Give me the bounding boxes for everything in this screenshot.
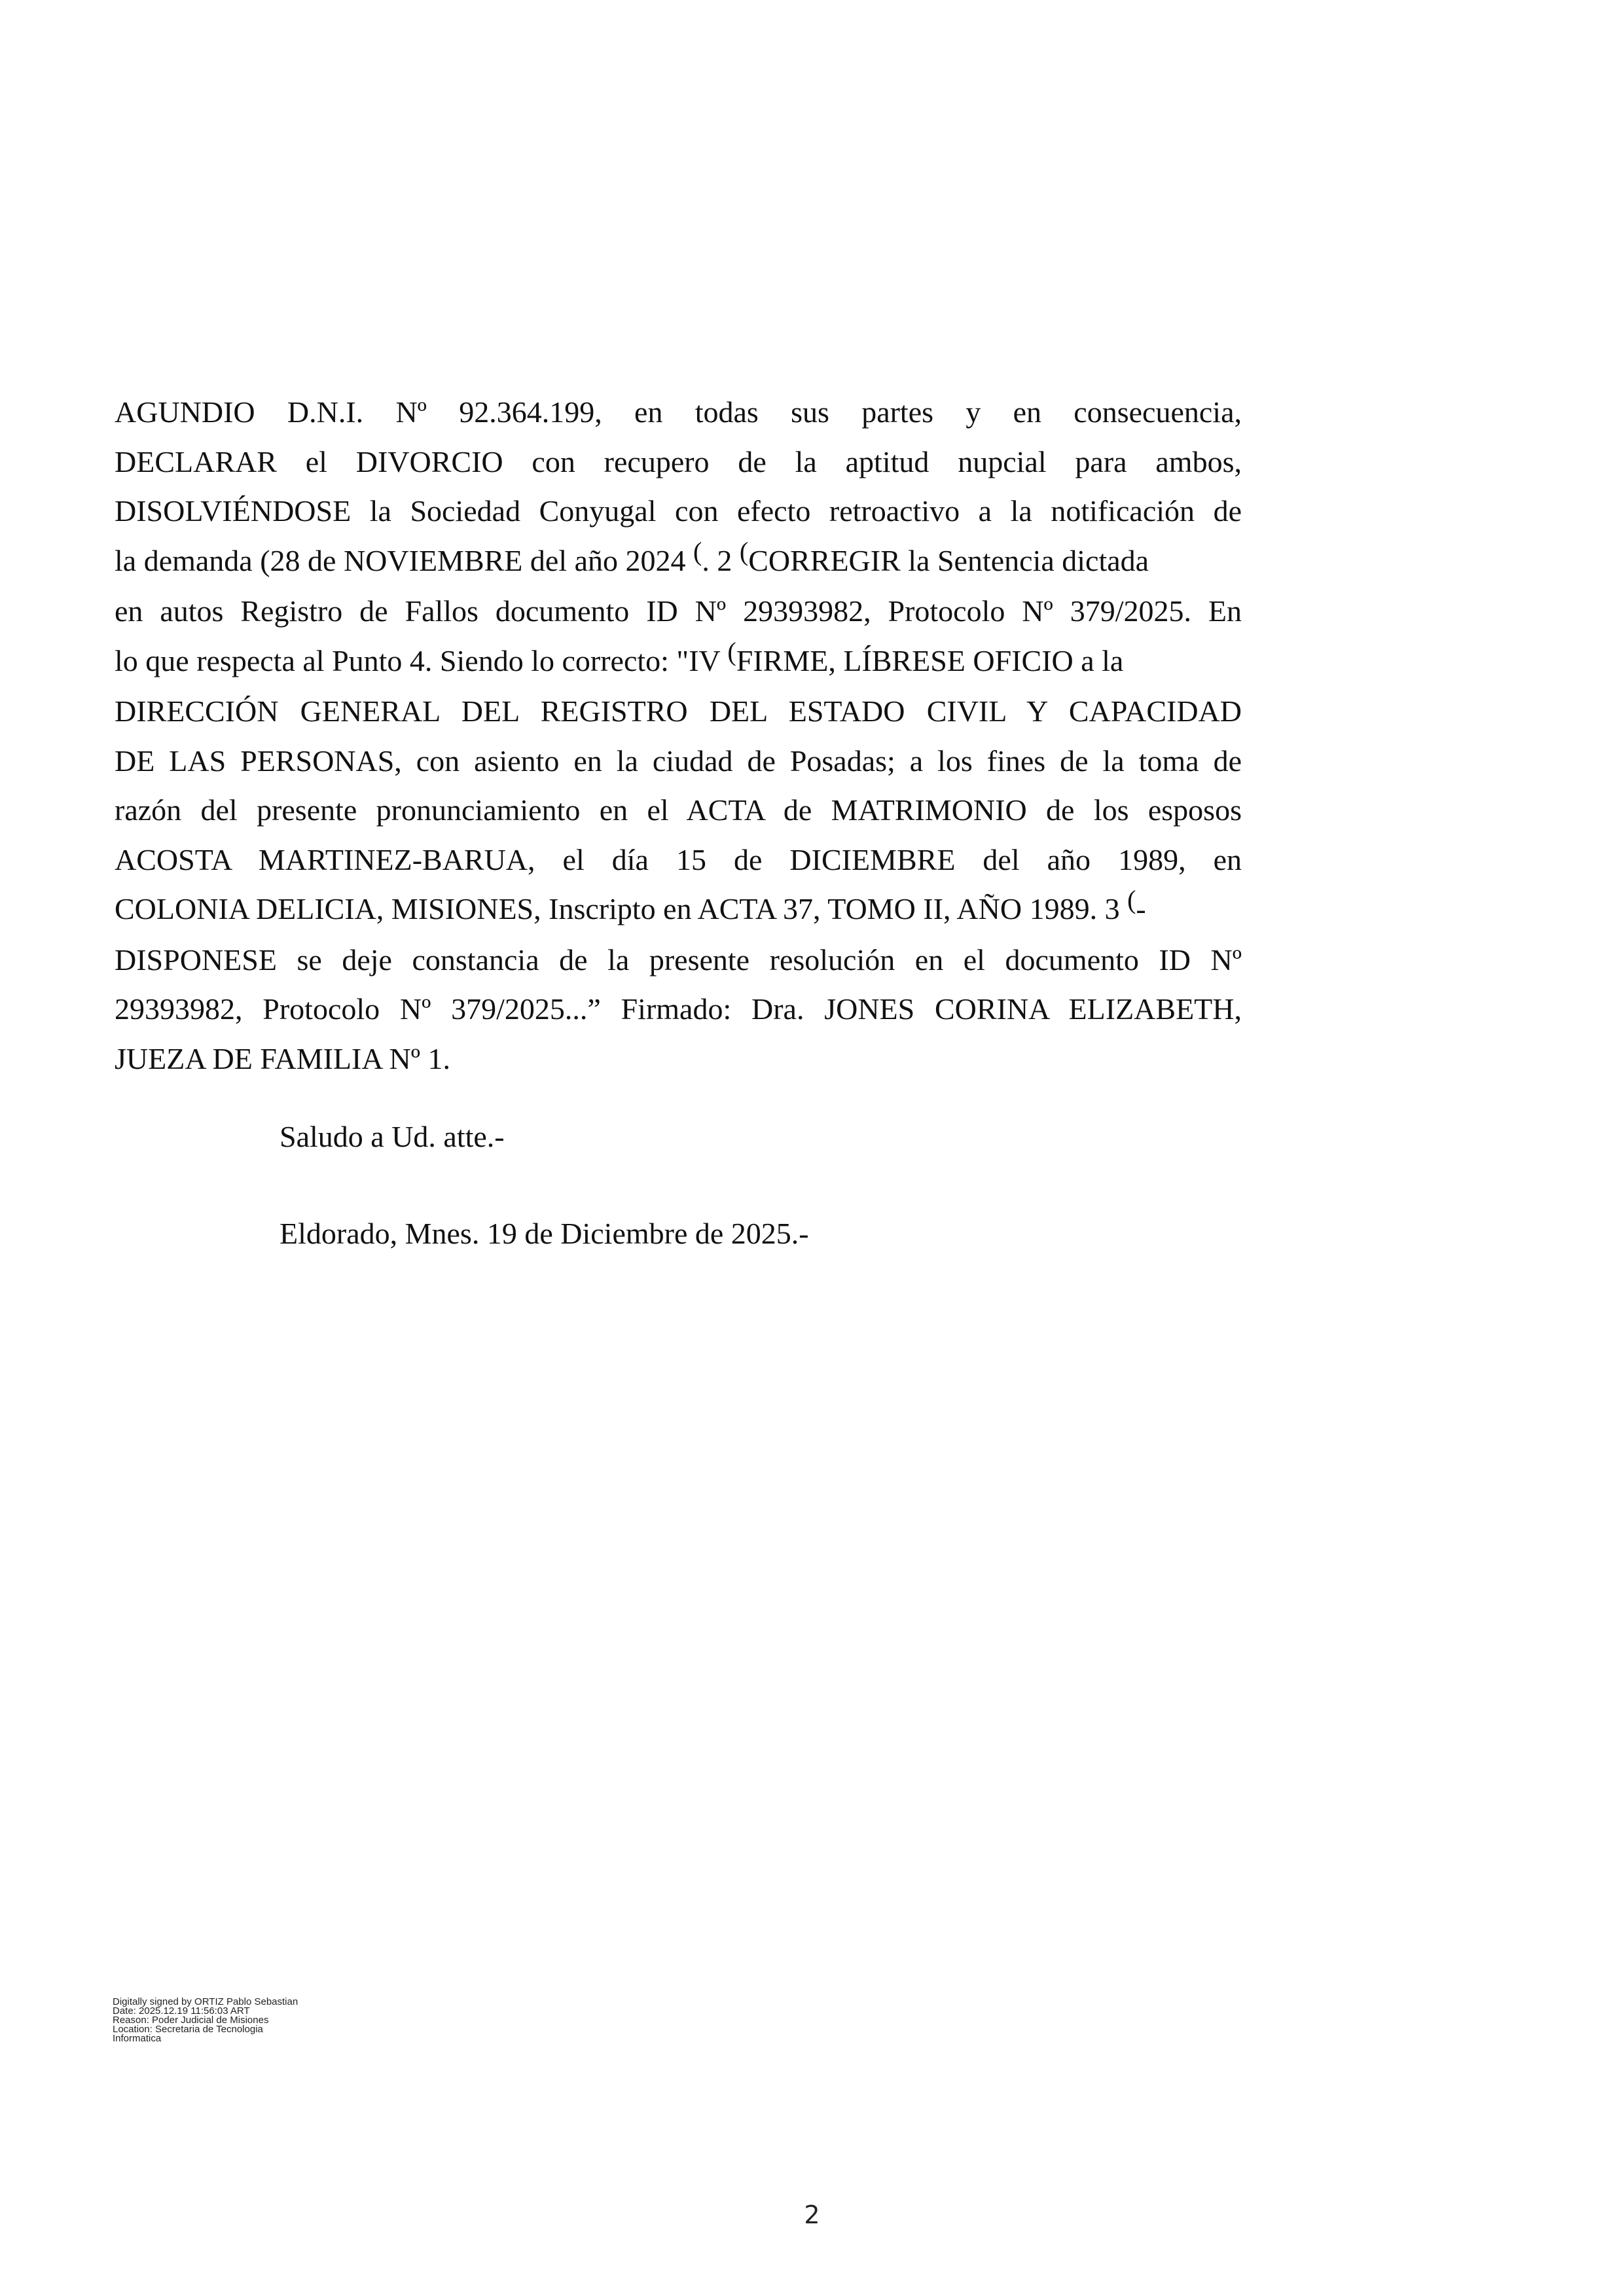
paren-mark: ( [1127, 885, 1136, 914]
paren-mark: ( [693, 536, 702, 566]
signature-location-cont: Informatica [113, 2033, 162, 2044]
body-fragment: . 2 [702, 543, 732, 577]
page-number: 2 [804, 2200, 820, 2229]
body-line [115, 636, 1242, 687]
body-line: DE LAS PERSONAS, con asiento en la ciudad de Posadas; a los fines de la toma de [115, 744, 1242, 778]
body-fragment: la demanda (28 de NOVIEMBRE del año 2024 [115, 543, 686, 577]
resolution-body-text [115, 387, 1242, 1083]
signature-location: Location: Secretaria de Tecnologia [113, 2024, 263, 2035]
body-line: JUEZA DE FAMILIA Nº 1. [115, 1041, 451, 1075]
body-fragment: lo que respecta al Punto 4. Siendo lo correcto: "IV [115, 643, 720, 677]
paren-mark: ( [727, 636, 736, 666]
body-line: DECLARAR el DIVORCIO con recupero de la aptitud nupcial para ambos, [115, 444, 1242, 478]
signature-reason: Reason: Poder Judicial de Misiones [113, 2015, 269, 2026]
body-fragment: - [1136, 892, 1146, 925]
digital-signature-stamp [113, 1998, 298, 2043]
body-line: AGUNDIO D.N.I. Nº 92.364.199, en todas sus partes y en consecuencia, [115, 395, 1242, 429]
signature-date: Date: 2025.12.19 11:56:03 ART [113, 2005, 250, 2017]
place-and-date: Eldorado, Mnes. 19 de Diciembre de 2025.- [280, 1217, 809, 1250]
body-fragment: COLONIA DELICIA, MISIONES, Inscripto en ACTA 37, TOMO II, AÑO 1989. 3 [115, 892, 1120, 925]
body-line: DIRECCIÓN GENERAL DEL REGISTRO DEL ESTADO CIVIL Y CAPACIDAD [115, 694, 1242, 728]
body-line: 29393982, Protocolo Nº 379/2025...” Firmado: Dra. JONES CORINA ELIZABETH, [115, 992, 1242, 1026]
paren-mark: ( [739, 536, 749, 566]
body-line [115, 884, 1242, 935]
body-fragment: CORREGIR la Sentencia dictada [748, 543, 1149, 577]
body-line: razón del presente pronunciamiento en el ACTA de MATRIMONIO de los esposos [115, 793, 1242, 827]
body-line [115, 536, 1242, 587]
signature-signed-by: Digitally signed by ORTIZ Pablo Sebastian [113, 1996, 298, 2007]
body-line: en autos Registro de Fallos documento ID Nº 29393982, Protocolo Nº 379/2025. En [115, 594, 1242, 628]
body-line: ACOSTA MARTINEZ-BARUA, el día 15 de DICIEMBRE del año 1989, en [115, 842, 1242, 876]
closing-greeting: Saludo a Ud. atte.- [280, 1120, 505, 1153]
body-line: DISPONESE se deje constancia de la presente resolución en el documento ID Nº [115, 942, 1242, 977]
body-fragment: FIRME, LÍBRESE OFICIO a la [736, 643, 1124, 677]
body-line: DISOLVIÉNDOSE la Sociedad Conyugal con efecto retroactivo a la notificación de [115, 494, 1242, 528]
